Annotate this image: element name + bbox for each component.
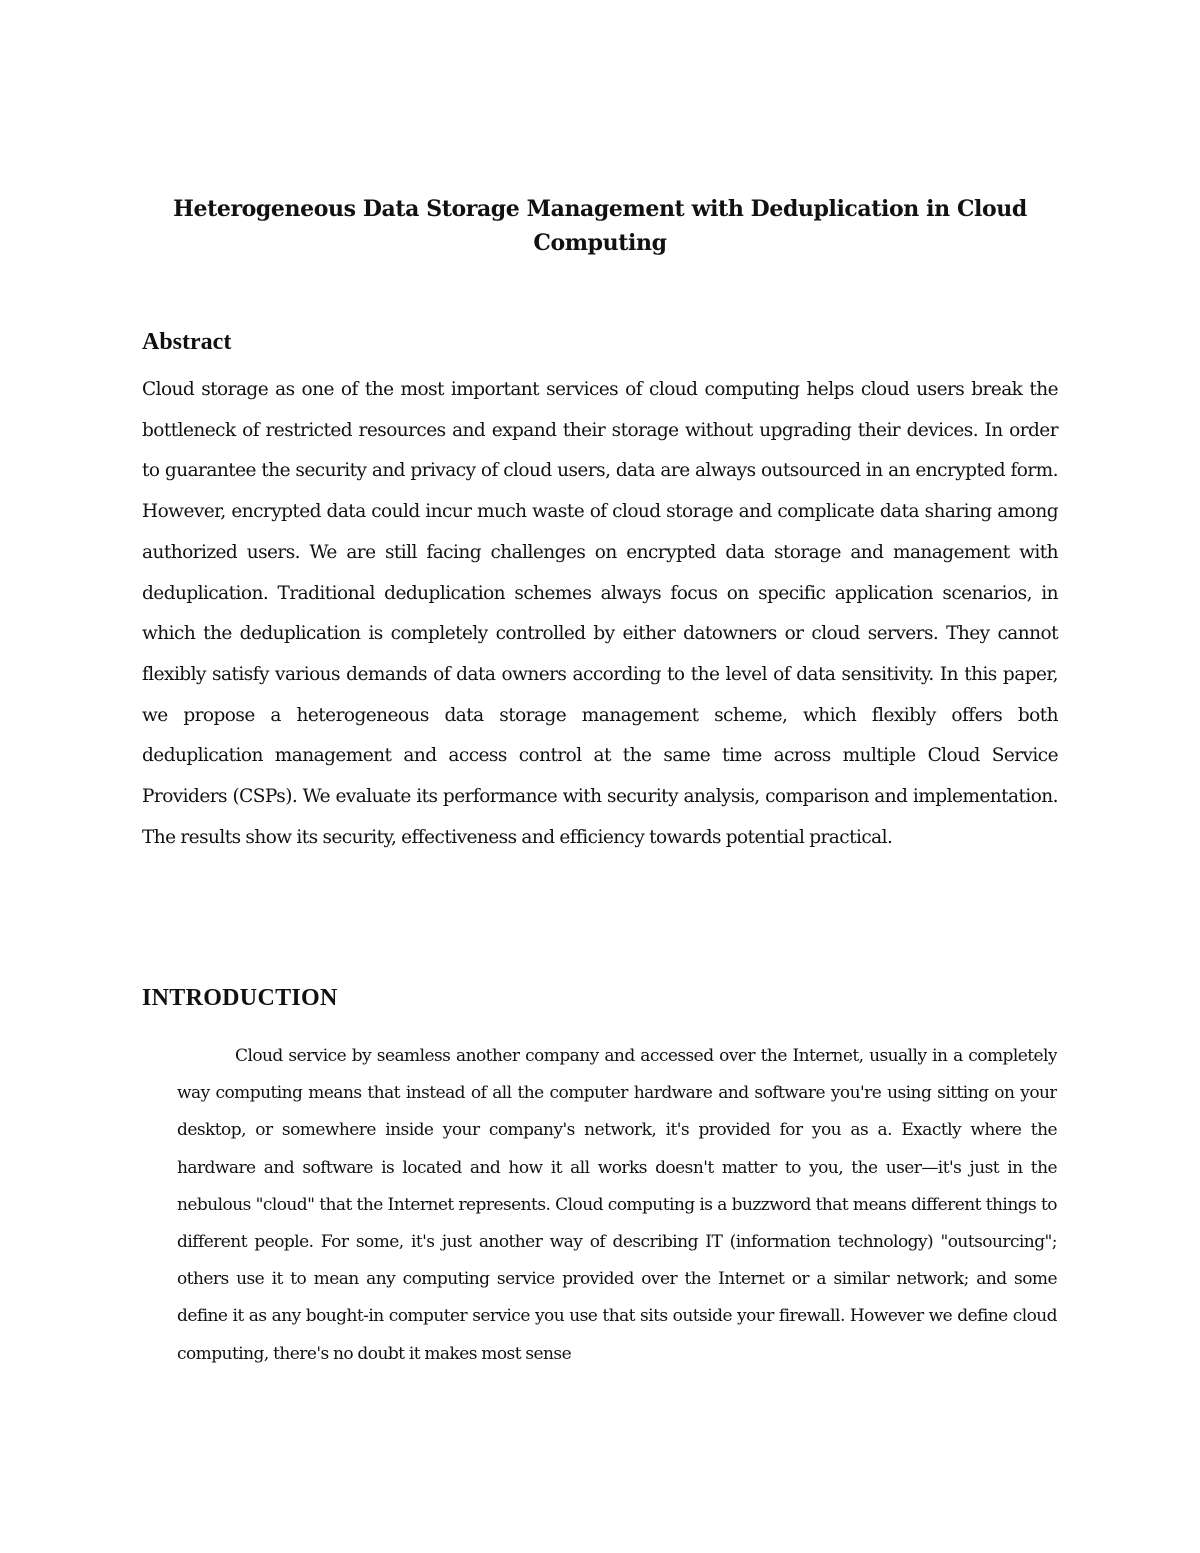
introduction-body: Cloud service by seamless another company and accessed over the Internet, usually in a completely way computing means that instead of all the computer hardware and software you're using sitting on your desktop, or somewhere inside your company's network, it's provided for you as a. Exactly where the hardware and software is located and how it all works doesn't matter to you, the user—it's just in the nebulous "cloud" that the Internet represents. Cloud computing is a buzzword that means different things to different people. For some, it's just another way of describing IT (information technology) "outsourcing"; others use it to mean any computing service provided over the Internet or a similar network; and some define it as any bought-in computer service you use that sits outside your firewall. However we define cloud computing, there's no doubt it makes most sense	[177, 1046, 1057, 1364]
paper-title: Heterogeneous Data Storage Management with Deduplication in Cloud Computing	[173, 196, 1027, 256]
abstract-body: Cloud storage as one of the most important services of cloud computing helps cloud users break the bottleneck of restricted resources and expand their storage without upgrading their devices. In order to guarantee the security and privacy of cloud users, data are always outsourced in an encrypted form. However, encrypted data could incur much waste of cloud storage and complicate data sharing among authorized users. We are still facing challenges on encrypted data storage and management with deduplication. Traditional deduplication schemes always focus on specific application scenarios, in which the deduplication is completely controlled by either datowners or cloud servers. They cannot flexibly satisfy various demands of data owners according to the level of data sensitivity. In this paper, we propose a heterogeneous data storage management scheme, which flexibly offers both deduplication management and access control at the same time across multiple Cloud Service Providers (CSPs). We evaluate its performance with security analysis, comparison and implementation. The results show its security, effectiveness and efficiency towards potential practical.	[142, 379, 1058, 848]
abstract-heading: Abstract	[142, 329, 232, 355]
introduction-heading: INTRODUCTION	[142, 985, 338, 1011]
